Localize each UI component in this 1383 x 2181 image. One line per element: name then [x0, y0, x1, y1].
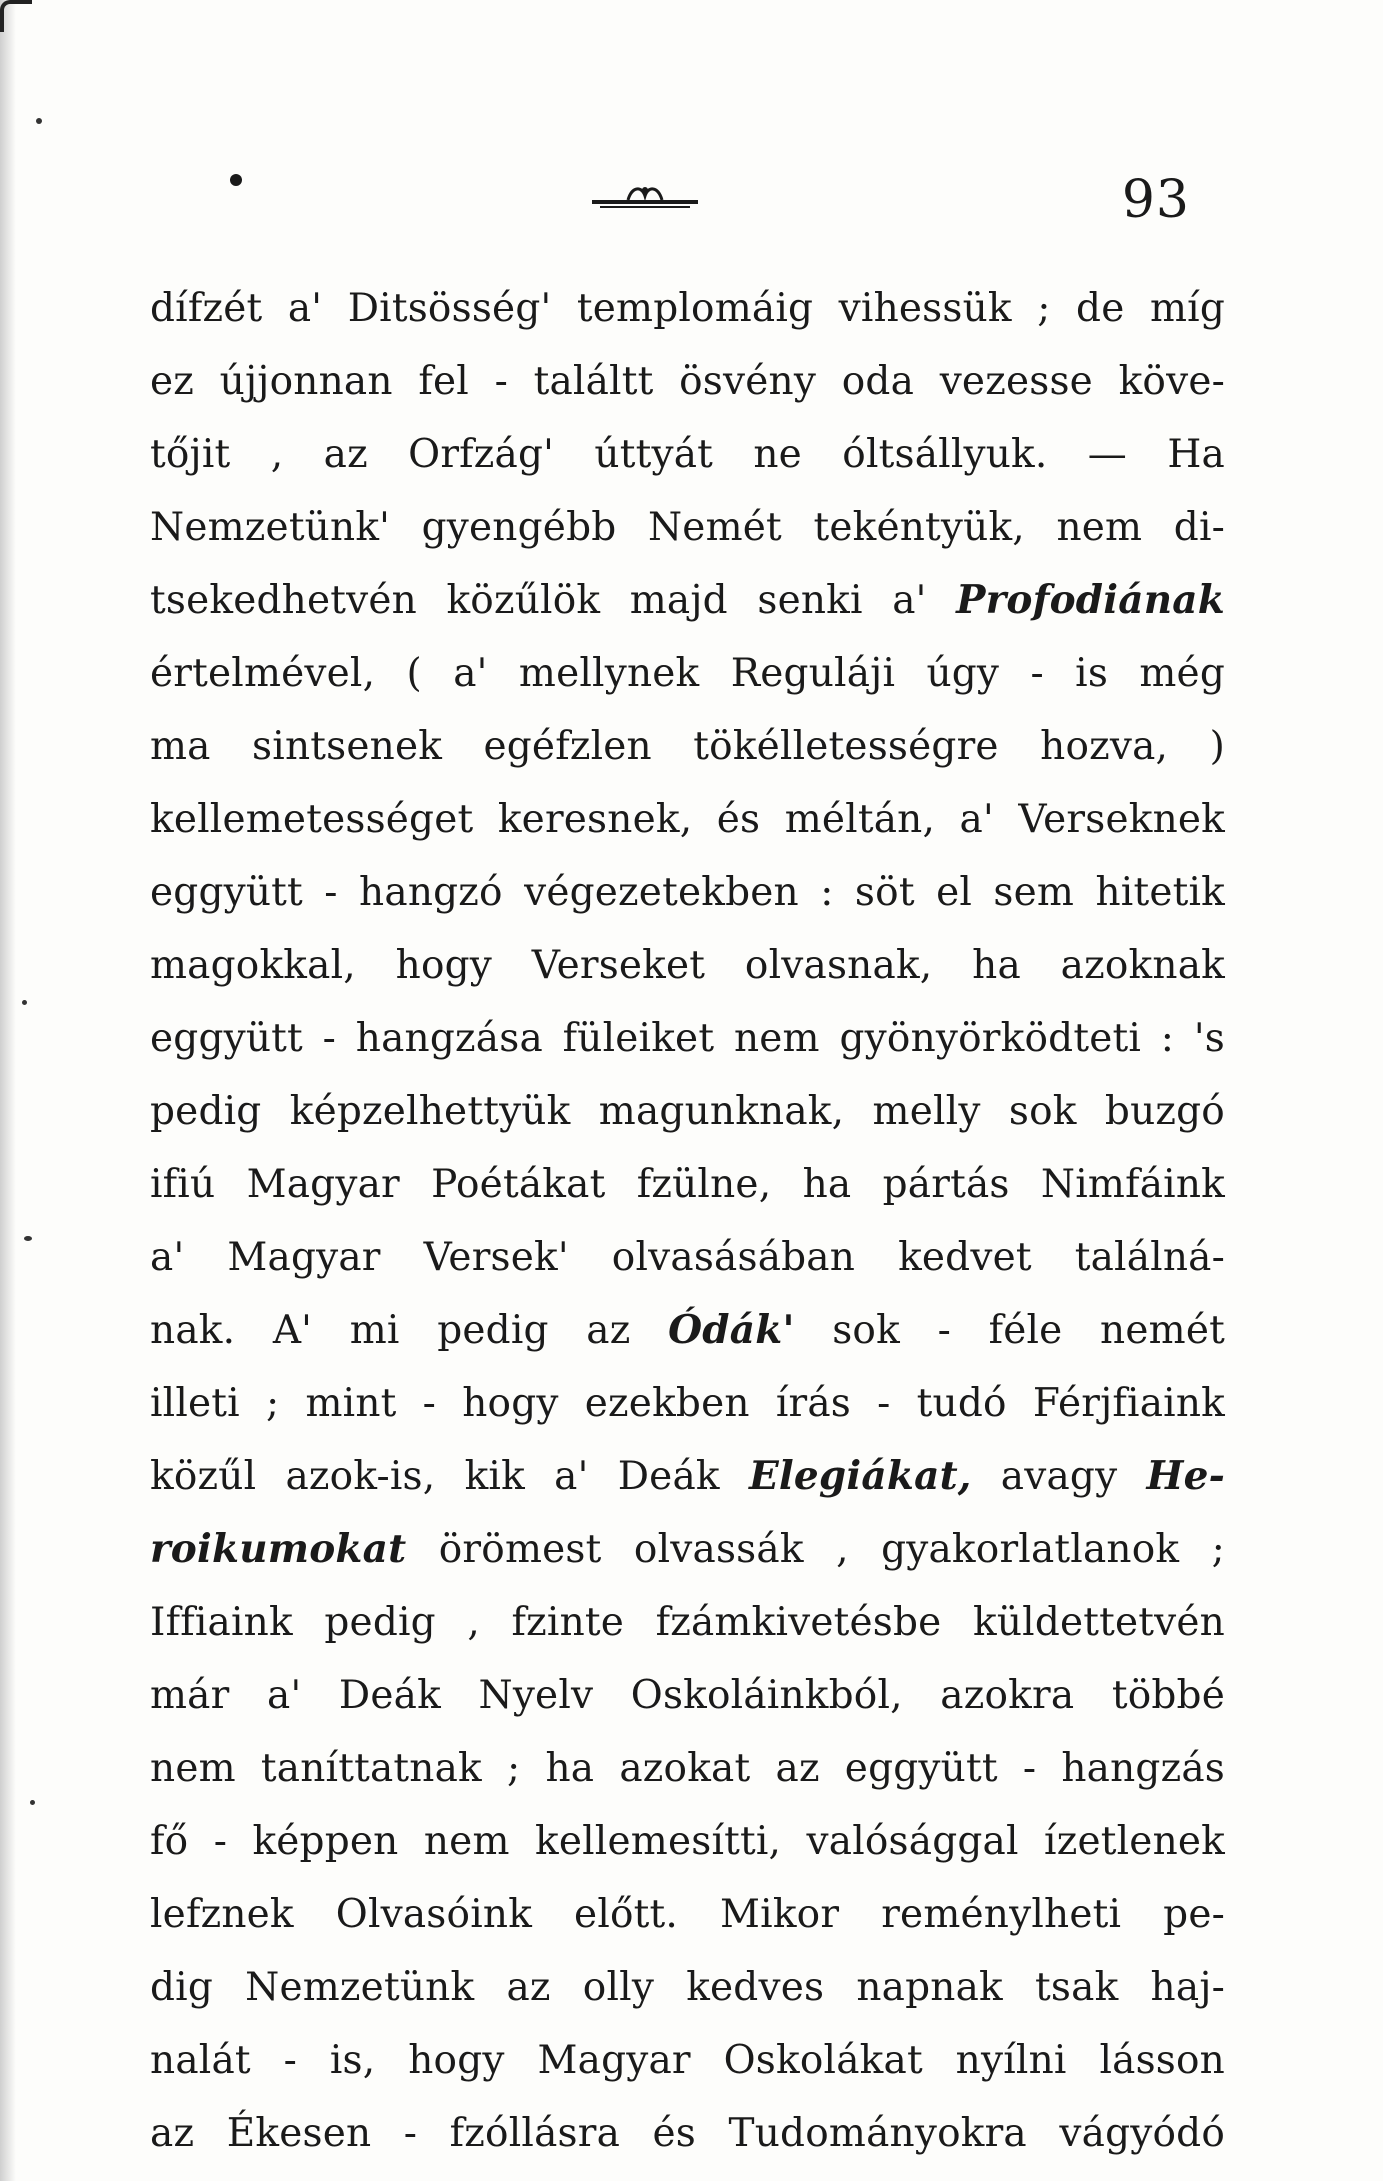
text-line — [150, 418, 1225, 491]
text-segment: az Ékesen - fzóllásra és Tudományokra vágyódó — [150, 2111, 1225, 2156]
text-line — [150, 710, 1225, 783]
text-line — [150, 783, 1225, 856]
text-segment: értelmével, ( a' mellynek Reguláji úgy - is még — [150, 651, 1225, 696]
text-segment: kellemetességet keresnek, és méltán, a' Verseknek — [150, 797, 1225, 842]
text-line — [150, 2024, 1225, 2097]
text-line — [150, 929, 1225, 1002]
text-segment: ma sintsenek egéfzlen tökélletességre hozva, ) — [150, 724, 1225, 769]
text-line — [150, 856, 1225, 929]
text-segment: dífzét a' Ditsösség' templomáig vihessük ; de míg — [150, 286, 1225, 331]
text-line — [150, 1805, 1225, 1878]
text-line — [150, 1659, 1225, 1732]
text-segment: nem taníttatnak ; ha azokat az eggyütt - hangzás — [150, 1746, 1225, 1791]
scan-speck — [22, 1000, 27, 1005]
italic-text-segment: Ódák' — [668, 1307, 795, 1353]
text-line — [150, 1221, 1225, 1294]
text-segment: dig Nemzetünk az olly kedves napnak tsak haj- — [150, 1965, 1225, 2010]
italic-text-segment: roikumokat — [150, 1526, 407, 1572]
text-segment: magokkal, hogy Verseket olvasnak, ha azoknak — [150, 943, 1225, 988]
italic-text-segment: Elegiákat, — [748, 1453, 972, 1499]
text-segment: tőjit , az Orfzág' úttyát ne óltsállyuk. — Ha — [150, 432, 1225, 477]
text-line — [150, 1367, 1225, 1440]
text-line — [150, 1148, 1225, 1221]
text-segment: nak. A' mi pedig az — [150, 1308, 669, 1353]
text-segment: már a' Deák Nyelv Oskoláinkból, azokra többé — [150, 1673, 1225, 1718]
page-edge-shadow — [0, 0, 16, 2181]
text-line — [150, 1440, 1225, 1513]
text-segment: örömest olvassák , gyakorlatlanok ; — [406, 1527, 1225, 1572]
text-segment: közűl azok-is, kik a' Deák — [150, 1454, 749, 1499]
text-line — [150, 1586, 1225, 1659]
text-line — [150, 1732, 1225, 1805]
text-line — [150, 2097, 1225, 2170]
text-segment: Iffiaink pedig , fzinte fzámkivetésbe küldettetvén — [150, 1600, 1225, 1645]
text-line — [150, 272, 1225, 345]
scan-speck — [30, 1800, 35, 1805]
text-line — [150, 491, 1225, 564]
page-number: 93 — [1121, 170, 1190, 230]
text-line — [150, 1513, 1225, 1586]
italic-text-segment: Profodiának — [956, 577, 1225, 623]
scan-speck — [36, 118, 42, 124]
text-line — [150, 1951, 1225, 2024]
text-segment: fő - képpen nem kellemesítti, valósággal ízetlenek — [150, 1819, 1225, 1864]
text-line — [150, 1878, 1225, 1951]
text-segment: lefznek Olvasóink előtt. Mikor reménylheti pe- — [150, 1892, 1225, 1937]
text-segment: nalát - is, hogy Magyar Oskolákat nyílni lásson — [150, 2038, 1225, 2083]
text-line — [150, 1075, 1225, 1148]
text-segment: ifiú Magyar Poétákat fzülne, ha pártás Nimfáink — [150, 1162, 1225, 1207]
text-segment: a' Magyar Versek' olvasásában kedvet találná- — [150, 1235, 1225, 1280]
text-segment: eggyütt - hangzása füleiket nem gyönyörködteti : 's — [150, 1016, 1225, 1061]
corner-mark — [0, 0, 32, 32]
text-segment: avagy — [971, 1454, 1147, 1499]
text-segment: Nemzetünk' gyengébb Nemét tekéntyük, nem di- — [150, 505, 1225, 550]
text-segment: sok - féle nemét — [794, 1308, 1225, 1353]
text-segment: illeti ; mint - hogy ezekben írás - tudó Férjfiaink — [150, 1381, 1225, 1426]
italic-text-segment: He- — [1146, 1453, 1225, 1499]
header-dot — [230, 174, 242, 186]
scan-speck — [24, 1236, 32, 1241]
decorative-rule-ornament-icon — [590, 182, 700, 212]
text-line — [150, 345, 1225, 418]
text-segment: tsekedhetvén közűlök majd senki a' — [150, 578, 957, 623]
text-segment: ez újjonnan fel - találtt ösvény oda vezesse köve- — [150, 359, 1225, 404]
text-line — [150, 637, 1225, 710]
text-segment: eggyütt - hangzó végezetekben : söt el sem hitetik — [150, 870, 1225, 915]
page-header — [230, 170, 1190, 240]
text-line — [150, 1002, 1225, 1075]
text-line — [150, 564, 1225, 637]
body-text — [150, 272, 1225, 2170]
text-line — [150, 1294, 1225, 1367]
text-segment: pedig képzelhettyük magunknak, melly sok buzgó — [150, 1089, 1225, 1134]
